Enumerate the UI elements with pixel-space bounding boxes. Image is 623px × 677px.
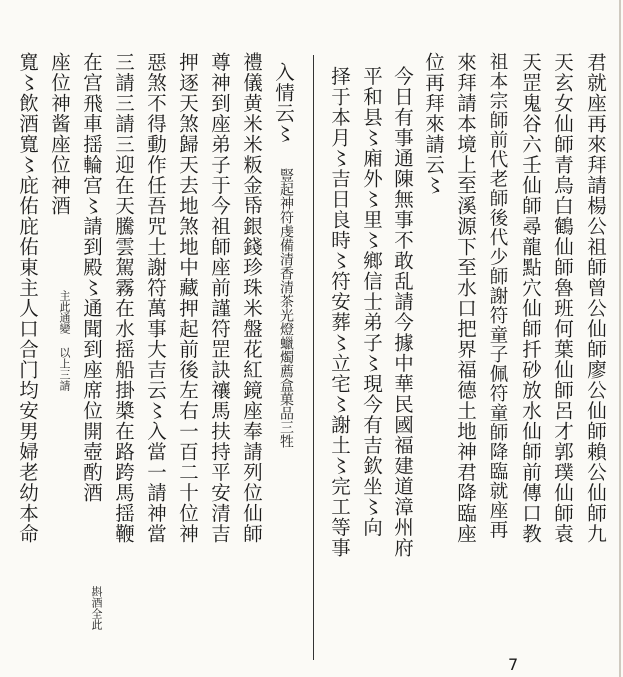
page-edge xyxy=(619,0,621,677)
invocation-note: 主此通變 以上三請 xyxy=(58,290,71,391)
text-column-r2: 天玄女仙師青烏白鶴仙師魯班何葉仙師呂才郭璞仙師袁 xyxy=(551,52,574,544)
text-column-l3: 尊神到座弟子于今祖師座前謹符罡訣禳馬扶持平安清吉 xyxy=(208,52,231,544)
text-column-l2: 禮儀黄米米粄金帋銀錢珍珠米盤花紅鏡座奉請列位仙師 xyxy=(240,52,263,544)
text-column-r7: 今日有事通陳無事不敢乱請今據中華民國福建道漳州府 xyxy=(391,66,414,558)
text-column-r8: 平和县〻廂外〻里〻鄉信士弟子〻現今有吉欽坐〻向 xyxy=(360,66,383,538)
text-column-l9: 寬〻飲酒寬〻庇佑庇佑東主人口合门均安男婦老幼本命 xyxy=(16,52,39,544)
pour-wine-note: 斟酒全此 xyxy=(90,586,103,630)
center-fold-divider xyxy=(313,55,314,660)
text-column-r9: 择于本月〻吉日良時〻符安葬〻立宅〻謝土〻完工等事 xyxy=(328,66,351,558)
text-column-l4: 押逐天煞歸天去地煞地中藏押起前後左右一百二十位神 xyxy=(176,52,199,544)
text-column-l5: 惡煞不得動作任吾咒土謝符萬事大吉云〻入當一請神當 xyxy=(144,52,167,544)
text-column-l8: 座位神酱座位神酒 xyxy=(48,52,71,216)
ritual-instruction-note: 豎起神符虔備清香清茶光燈蠟燭薦盒菓品三牲 xyxy=(278,168,294,448)
text-column-r3: 天罡鬼谷六壬仙師尋龍點穴仙師扦砂放水仙師前傳口教 xyxy=(519,52,542,544)
text-column-l6: 三請三請三迎在天騰雲駕霧在水摇船掛槳在路跨馬揺鞭 xyxy=(112,52,135,544)
text-column-r6: 位再拜來請云〻 xyxy=(422,52,445,196)
text-column-l7: 在宫飛車揺輪宫〻請到殿〻通聞到座席位開壺酌酒 xyxy=(80,52,103,503)
text-column-r1: 君就座再來拜請楊公祖師曾公仙師廖公仙師賴公仙師九 xyxy=(584,52,607,544)
text-column-r4: 祖本宗師前代老師後代少師謝符童子佩符童師降臨就座再 xyxy=(487,52,508,540)
page-number: 7 xyxy=(508,655,519,674)
text-column-l1: 入情云〻 xyxy=(272,62,295,144)
text-column-r5: 來拜請本境上至溪源下至水口把界福德土地神君降臨座 xyxy=(454,52,477,544)
